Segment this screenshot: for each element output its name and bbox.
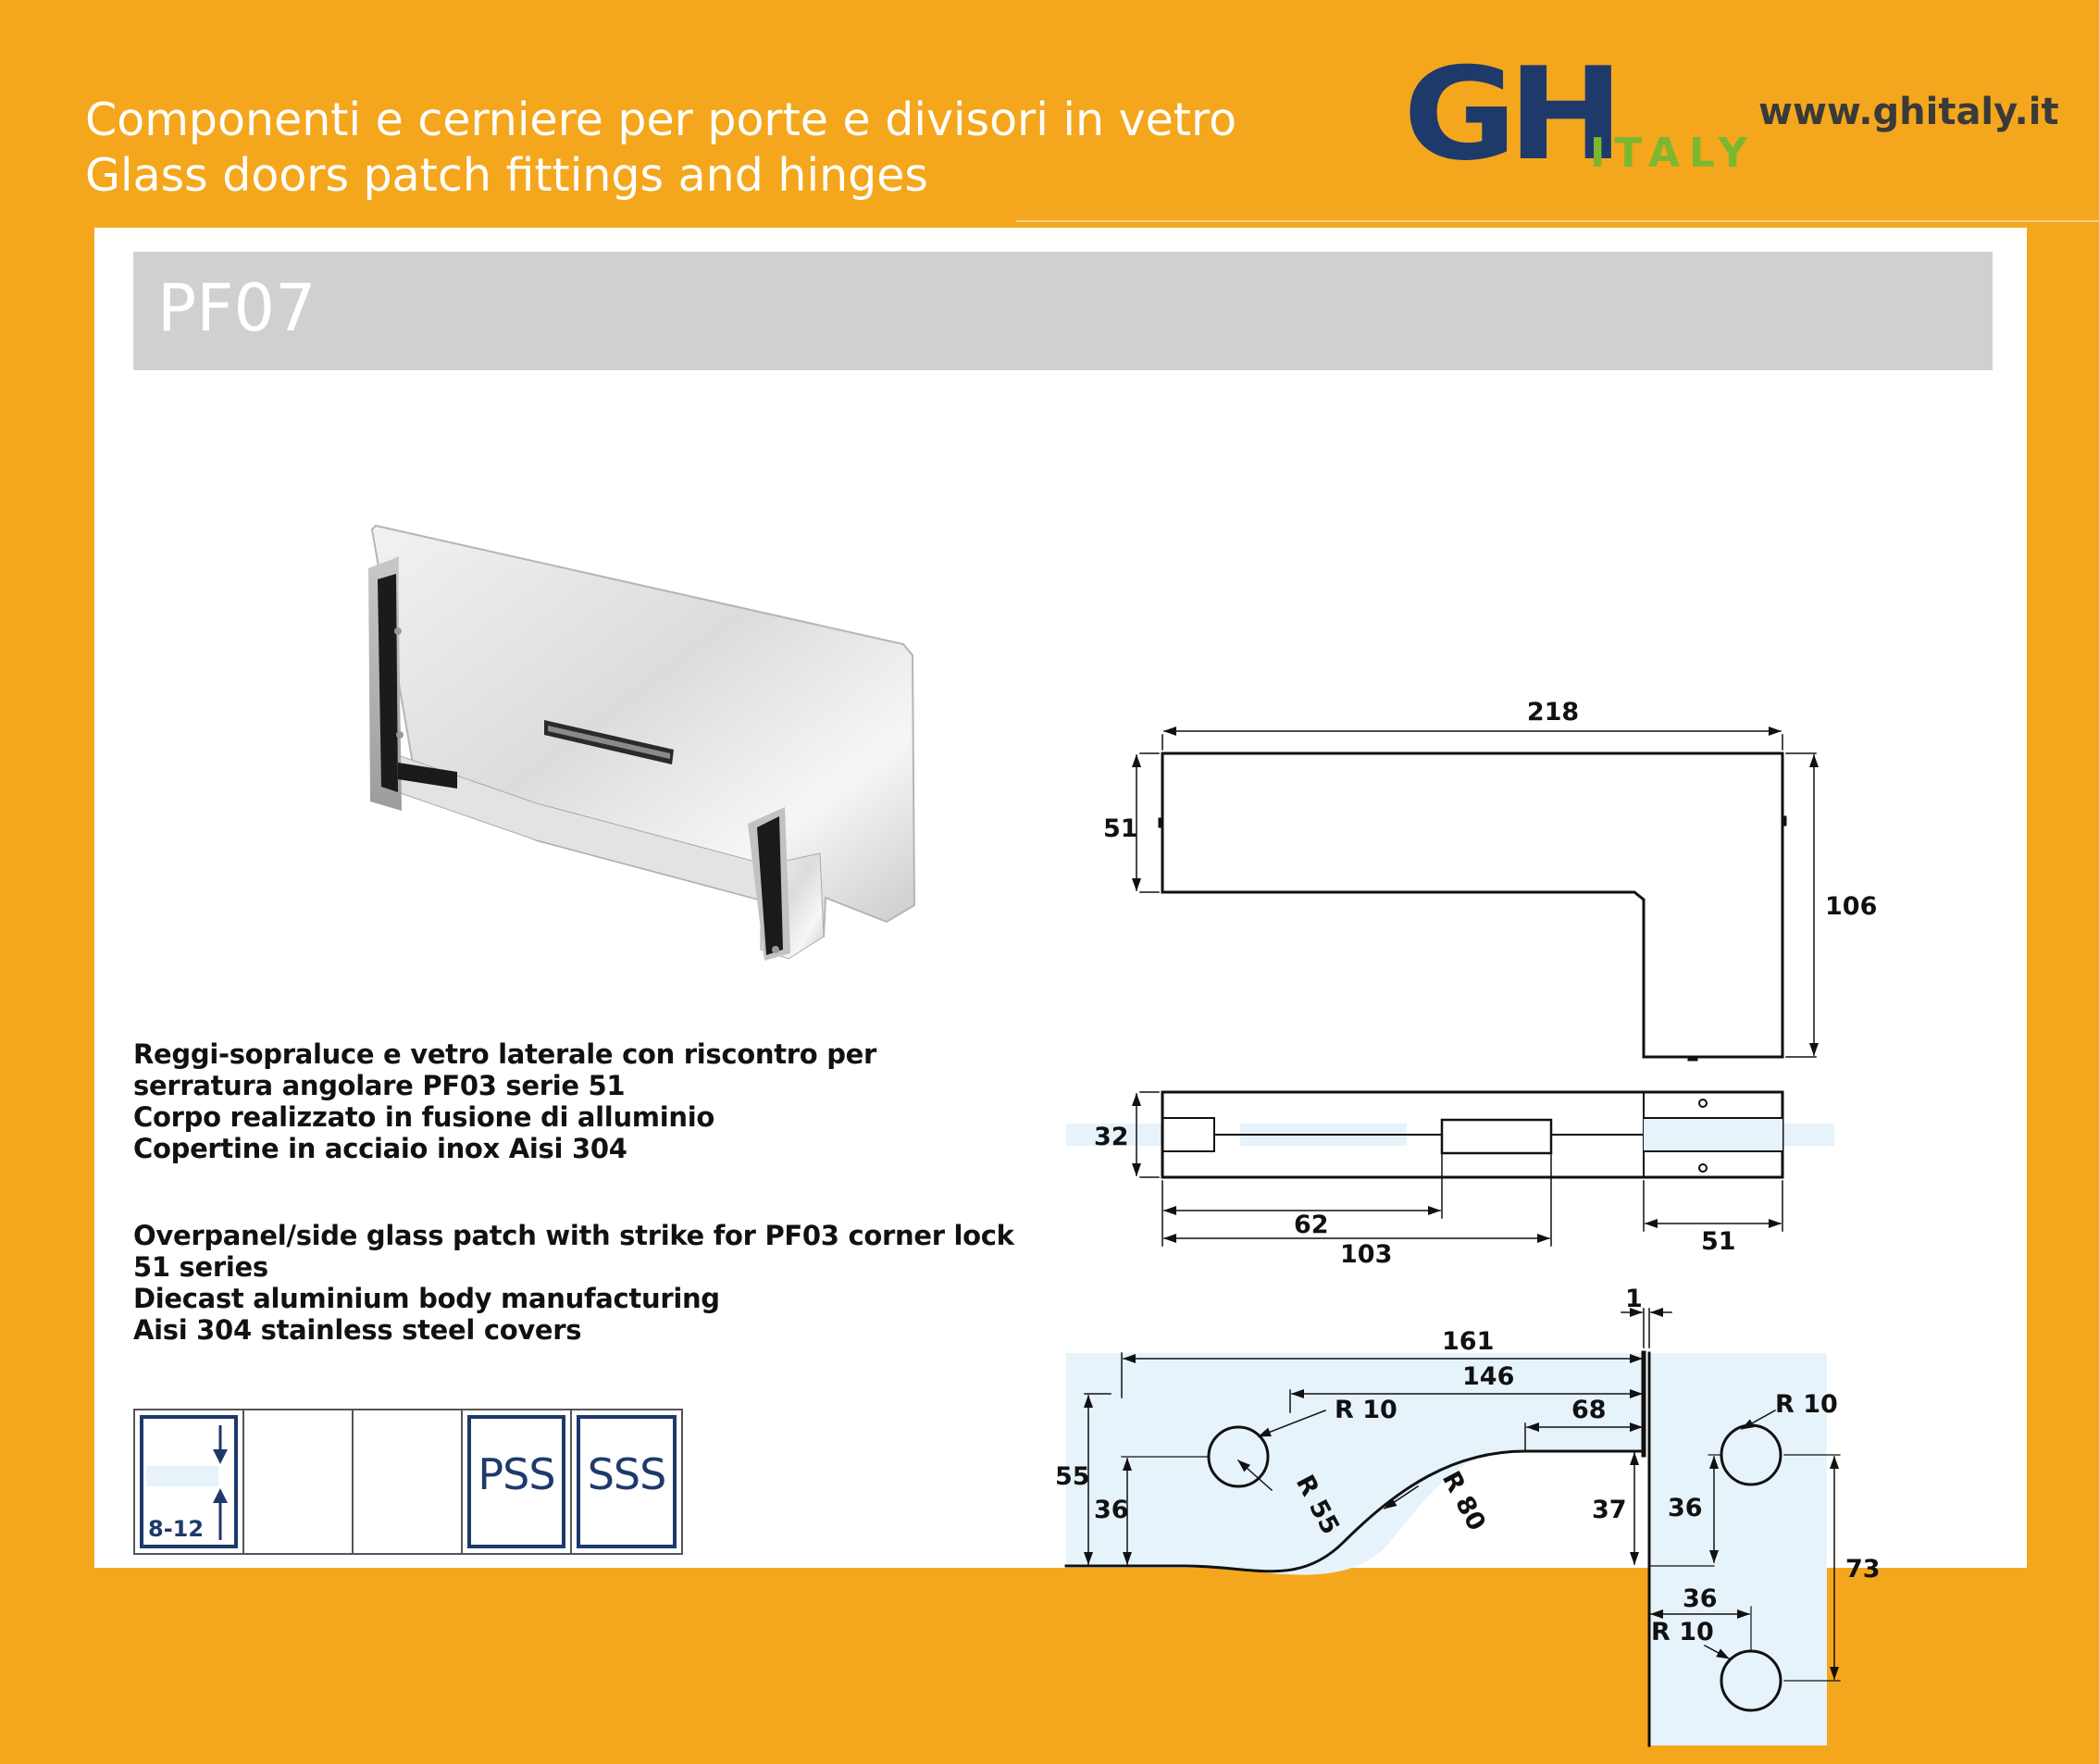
finish-badge-pss	[463, 1410, 572, 1553]
dim-218: 218	[1526, 698, 1580, 727]
description-en-line: Overpanel/side glass patch with strike for PF03 corner lock	[133, 1220, 1014, 1251]
description-en-line: 51 series	[133, 1251, 268, 1283]
gh-italy-logo	[1403, 39, 1757, 189]
dim-51-left: 51	[1103, 814, 1138, 843]
header-divider	[1016, 220, 2099, 222]
empty-badge-cell	[354, 1410, 463, 1553]
description-it-line: Copertine in acciaio inox Aisi 304	[133, 1133, 627, 1164]
dim-r80: R 80	[1435, 1466, 1492, 1536]
glass-cut-view	[1066, 1309, 1840, 1745]
description-it-line: Reggi-sopraluce e vetro laterale con riscontro per	[133, 1038, 877, 1070]
product-code: PF07	[157, 270, 317, 346]
description-english	[133, 1220, 1014, 1346]
dim-r10-right-top: R 10	[1775, 1390, 1838, 1419]
dim-r10-left: R 10	[1335, 1396, 1397, 1424]
glass-thickness-badge	[135, 1410, 244, 1553]
website-url[interactable]: www.ghitaly.it	[1758, 91, 2059, 133]
dim-146: 146	[1462, 1362, 1515, 1391]
dim-68: 68	[1571, 1396, 1607, 1424]
dim-62: 62	[1294, 1211, 1329, 1239]
dim-32: 32	[1094, 1123, 1129, 1151]
specification-badges	[133, 1409, 683, 1555]
description-it-line: serratura angolare PF03 serie 51	[133, 1070, 626, 1101]
dim-1: 1	[1625, 1285, 1643, 1313]
logo-gh: GH	[1403, 39, 1615, 189]
dim-106: 106	[1825, 892, 1878, 921]
empty-badge-cell	[244, 1410, 354, 1553]
description-en-line: Diecast aluminium body manufacturing	[133, 1283, 720, 1314]
dim-73: 73	[1845, 1555, 1881, 1584]
header-title	[85, 93, 1236, 204]
header-line-it: Componenti e cerniere per porte e divisori in vetro	[85, 93, 1237, 146]
finish-pss-label: PSS	[478, 1449, 555, 1499]
logo-italy: ITALY	[1590, 130, 1757, 177]
finish-sss-label: SSS	[587, 1449, 666, 1499]
product-title-bar	[133, 252, 1993, 370]
dim-36-right: 36	[1668, 1494, 1703, 1522]
side-view	[1066, 1092, 1834, 1246]
header-line-en: Glass doors patch fittings and hinges	[85, 149, 928, 202]
dim-51-side: 51	[1701, 1227, 1736, 1256]
dim-36-horizontal: 36	[1683, 1584, 1718, 1613]
dim-161: 161	[1442, 1327, 1495, 1356]
dim-r55: R 55	[1289, 1470, 1346, 1540]
dim-36-left: 36	[1094, 1496, 1129, 1524]
finish-badge-sss	[572, 1410, 681, 1553]
content-panel	[94, 228, 2027, 1646]
dim-103: 103	[1340, 1240, 1393, 1269]
dim-37: 37	[1592, 1496, 1627, 1524]
dim-r10-right-bottom: R 10	[1651, 1618, 1714, 1646]
dim-55: 55	[1055, 1462, 1090, 1491]
description-en-line: Aisi 304 stainless steel covers	[133, 1314, 582, 1346]
description-it-line: Corpo realizzato in fusione di alluminio	[133, 1101, 714, 1133]
top-view	[1136, 731, 1816, 1061]
technical-drawing	[1055, 672, 1973, 1764]
description-italian	[133, 1038, 876, 1164]
thickness-label: 8-12	[148, 1516, 205, 1542]
